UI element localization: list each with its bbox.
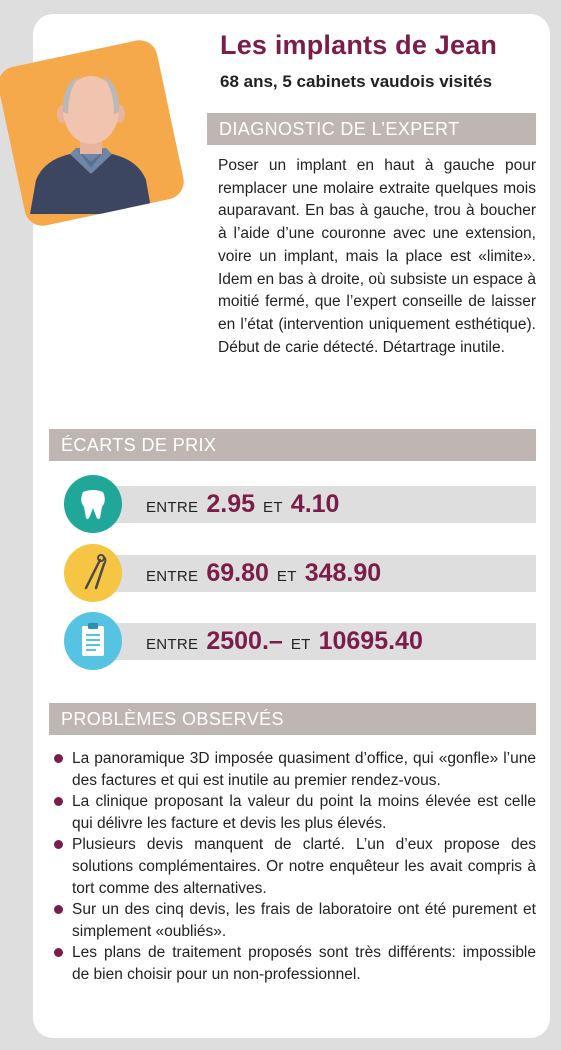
diagnostic-heading: DIAGNOSTIC DE L’EXPERT: [207, 113, 536, 145]
list-item: [52, 791, 536, 834]
diagnostic-text: Poser un implant en haut à gauche pour remplacer une molaire extraite quelques mois auparavant. En bas à gauche, trou à boucher à l’aide d’une couronne avec une extension, voire un implant, mais la place est «limite». Idem en bas à droite, où subsiste un espace à moitié fermé, que l’expert conseille de laisser en l’état (intervention uniquement esthétique). Début de carie détecté. Détartrage inutile.: [218, 157, 536, 356]
et-label: ET: [290, 636, 311, 653]
et-label: ET: [276, 568, 297, 585]
list-item: [52, 899, 536, 942]
problems-heading: PROBLÈMES OBSERVÉS: [49, 703, 536, 735]
man-avatar-icon: [10, 52, 172, 214]
price-min: 2500.–: [206, 627, 283, 655]
entre-label: ENTRE: [146, 568, 199, 585]
list-item-text: Les plans de traitement proposés sont très différents: impossible de bien choisir pour un non-professionnel.: [72, 944, 536, 983]
bullet-icon: [54, 840, 63, 849]
dental-tools-icon: [64, 544, 122, 602]
price-max: 4.10: [290, 490, 340, 518]
list-item-text: La panoramique 3D imposée quasiment d’office, qui «gonfle» l’une des factures et qui est inutile au premier rendez-vous.: [72, 750, 536, 789]
list-item-text: Sur un des cinq devis, les frais de laboratoire ont été purement et simplement «oubliés».: [72, 901, 536, 940]
list-item: [52, 834, 536, 899]
price-range-text: [146, 623, 431, 660]
entre-label: ENTRE: [146, 499, 199, 516]
price-gap-heading: ÉCARTS DE PRIX: [49, 429, 536, 461]
price-range-text: [146, 555, 389, 592]
avatar: [0, 37, 187, 229]
list-item: [52, 748, 536, 791]
problems-list: [52, 748, 536, 986]
tooth-icon: [64, 475, 122, 533]
et-label: ET: [263, 499, 283, 516]
price-max: 348.90: [304, 559, 382, 587]
price-row-tooth: [49, 469, 536, 539]
price-row-clipboard: [49, 606, 536, 676]
bullet-icon: [54, 797, 63, 806]
price-row-tools: [49, 538, 536, 608]
list-item: [52, 942, 536, 985]
bullet-icon: [54, 905, 63, 914]
price-min: 69.80: [206, 559, 269, 587]
bullet-icon: [54, 948, 63, 957]
price-max: 10695.40: [318, 627, 423, 655]
bullet-icon: [54, 754, 63, 763]
price-range-text: [146, 486, 347, 523]
entre-label: ENTRE: [146, 636, 199, 653]
list-item-text: La clinique proposant la valeur du point la moins élevée est celle qui délivre les facture et devis les plus élevés.: [72, 793, 536, 832]
price-min: 2.95: [206, 490, 256, 518]
list-item-text: Plusieurs devis manquent de clarté. L’un d’eux propose des solutions complémentaires. Or notre enquêteur les avait compris à tort comme des alternatives.: [72, 836, 536, 897]
clipboard-icon: [64, 612, 122, 670]
page-subtitle: 68 ans, 5 cabinets vaudois visités: [220, 72, 493, 91]
page-title: Les implants de Jean: [220, 30, 498, 60]
